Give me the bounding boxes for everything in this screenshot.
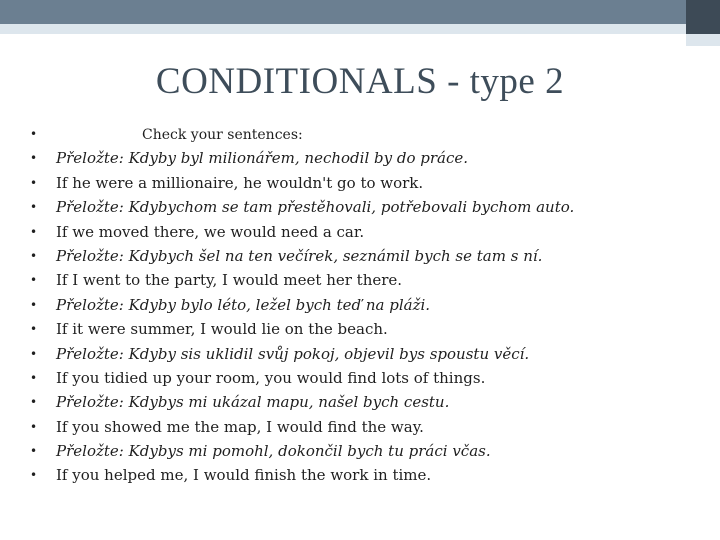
slide-title: CONDITIONALS - type 2 [155, 61, 565, 102]
bullet-list [30, 122, 700, 488]
bullet-icon: • [30, 395, 38, 410]
list-item [30, 195, 700, 219]
list-item [30, 171, 700, 195]
list-item-text: Přeložte: Kdybys mi ukázal mapu, našel bych cestu. [56, 393, 450, 412]
bullet-icon: • [30, 151, 38, 166]
list-item-text: If I went to the party, I would meet her there. [56, 271, 403, 290]
bullet-icon: • [30, 200, 38, 215]
bullet-icon: • [30, 322, 38, 337]
corner-decoration [686, 0, 720, 46]
list-item [30, 415, 700, 439]
list-item [30, 293, 700, 317]
bullet-icon: • [30, 248, 38, 263]
list-item [30, 390, 700, 414]
bullet-icon: • [30, 127, 38, 141]
list-item-text: Přeložte: Kdyby byl milionářem, nechodil by do práce. [56, 149, 469, 168]
list-item-text: Přeložte: Kdybys mi pomohl, dokončil bych tu práci včas. [56, 442, 491, 461]
list-item [30, 220, 700, 244]
list-item [30, 439, 700, 463]
list-item-text: If you helped me, I would finish the work in time. [56, 466, 432, 485]
list-item [30, 317, 700, 341]
list-item-text: Přeložte: Kdybych šel na ten večírek, seznámil bych se tam s ní. [56, 246, 543, 265]
list-item [30, 244, 700, 268]
bullet-icon: • [30, 224, 38, 239]
list-item-text: Přeložte: Kdybychom se tam přestěhovali, potřebovali bychom auto. [56, 198, 575, 217]
bullet-icon: • [30, 273, 38, 288]
list-item [30, 463, 700, 487]
list-item-text: Přeložte: Kdyby sis uklidil svůj pokoj, objevil bys spoustu věcí. [56, 344, 530, 363]
list-item [30, 146, 700, 170]
bullet-icon: • [30, 468, 38, 483]
list-item-text: If it were summer, I would lie on the beach. [56, 320, 388, 339]
bullet-icon: • [30, 444, 38, 459]
list-item-text: Přeložte: Kdyby bylo léto, ležel bych teď na pláži. [56, 295, 431, 314]
list-item [30, 342, 700, 366]
list-item [30, 268, 700, 292]
list-item-text: If you tidied up your room, you would find lots of things. [56, 368, 486, 387]
list-item-text: If he were a millionaire, he wouldn't go to work. [56, 173, 424, 192]
bullet-icon: • [30, 419, 38, 434]
list-item-text: If you showed me the map, I would find the way. [56, 417, 424, 436]
bullet-icon: • [30, 297, 38, 312]
list-heading [30, 122, 700, 146]
list-item-text: Check your sentences: [142, 127, 303, 143]
bullet-icon: • [30, 346, 38, 361]
header-bar [0, 0, 720, 24]
bullet-icon: • [30, 175, 38, 190]
bullet-icon: • [30, 370, 38, 385]
list-item-text: If we moved there, we would need a car. [56, 222, 365, 241]
list-item [30, 366, 700, 390]
header-stripe [0, 24, 720, 34]
